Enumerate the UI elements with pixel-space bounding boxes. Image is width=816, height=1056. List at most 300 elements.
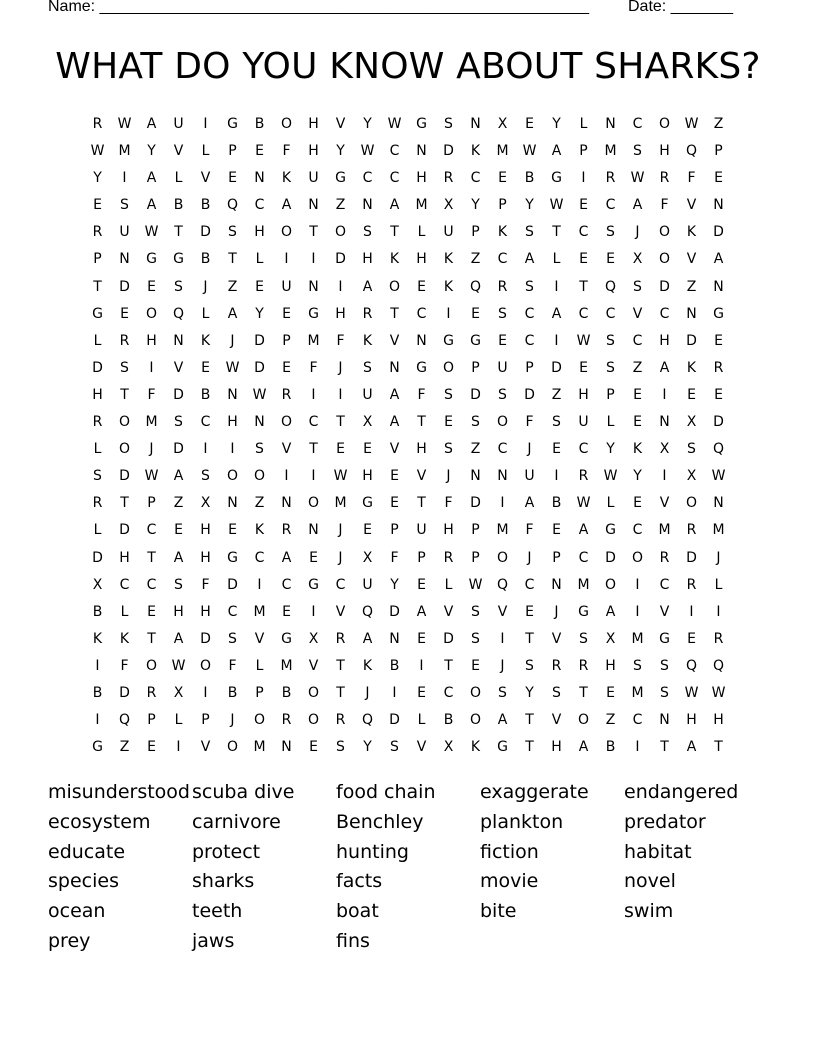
grid-letter: E [606,684,615,701]
grid-letter: E [174,522,183,539]
grid-letter: V [551,712,562,729]
grid-letter: I [311,251,316,268]
grid-letter: A [362,630,373,647]
grid-letter: E [147,739,156,756]
grid-letter: C [632,332,643,349]
grid-letter: J [554,603,559,620]
grid-letter: X [308,630,319,647]
grid-letter: H [362,251,373,268]
grid-letter: N [227,495,238,512]
word-bank-item: scuba dive [192,781,295,803]
grid-letter: E [282,359,291,376]
grid-letter: Q [469,278,482,295]
grid-letter: B [389,657,400,674]
grid-letter: N [281,495,292,512]
grid-letter: I [446,305,451,322]
grid-letter: W [117,116,132,132]
grid-letter: D [119,468,130,485]
grid-letter: L [444,576,453,593]
grid-letter: E [552,522,561,539]
grid-letter: H [659,332,670,349]
grid-letter: M [145,414,158,431]
grid-letter: B [524,170,535,187]
grid-letter: L [714,576,723,593]
grid-letter: S [228,630,237,647]
grid-letter: I [500,630,505,647]
grid-letter: R [92,495,103,512]
grid-letter: X [173,684,184,701]
grid-letter: G [713,305,724,322]
grid-letter: J [716,549,721,566]
grid-letter: C [200,414,211,431]
grid-letter: T [552,224,561,241]
word-bank-item: prey [48,929,91,952]
grid-letter: E [417,684,426,701]
grid-letter: E [633,414,642,431]
grid-letter: X [686,414,697,431]
grid-letter: E [147,603,156,620]
grid-letter: V [173,359,184,376]
grid-letter: P [579,143,588,160]
grid-letter: J [203,278,208,295]
grid-letter: R [578,657,589,674]
grid-letter: E [579,197,588,214]
grid-letter: P [552,549,561,566]
grid-letter: S [498,305,507,322]
grid-letter: J [635,224,640,241]
grid-letter: O [280,224,293,241]
grid-letter: H [713,712,724,729]
grid-letter: E [201,359,210,376]
grid-letter: N [659,712,670,729]
grid-letter: G [308,576,319,593]
page-title: WHAT DO YOU KNOW ABOUT SHARKS? [55,46,761,87]
grid-letter: V [200,739,211,756]
grid-letter: I [95,712,100,729]
grid-letter: R [443,549,454,566]
grid-letter: L [606,414,615,431]
grid-letter: J [338,549,343,566]
word-bank-item: movie [480,870,539,893]
grid-letter: S [633,143,642,160]
grid-letter: F [120,657,129,674]
grid-letter: T [309,224,318,241]
grid-letter: G [362,495,373,512]
grid-letter: E [390,495,399,512]
grid-letter: K [362,332,373,349]
grid-letter: N [659,414,670,431]
grid-letter: Y [471,197,480,214]
grid-letter: V [497,603,508,620]
grid-letter: N [605,116,616,132]
grid-letter: H [173,603,184,620]
word-bank-item: educate [48,840,126,863]
grid-letter: W [711,468,726,485]
grid-letter: L [93,332,102,349]
grid-letter: C [524,576,535,593]
grid-letter: W [468,576,483,593]
grid-letter: C [578,305,589,322]
grid-letter: J [446,468,451,485]
grid-letter: E [471,305,480,322]
grid-letter: X [362,549,373,566]
grid-letter: O [253,712,266,729]
grid-letter: Z [335,197,346,214]
grid-letter: E [120,305,129,322]
grid-letter: H [605,657,616,674]
grid-letter: M [496,522,509,539]
grid-letter: U [362,386,373,403]
grid-letter: R [551,657,562,674]
grid-letter: Q [361,712,374,729]
grid-letter: B [200,386,211,403]
grid-letter: A [551,143,562,160]
grid-letter: T [390,224,399,241]
grid-letter: G [227,116,238,132]
grid-letter: K [686,359,697,376]
grid-letter: Q [712,657,725,674]
grid-letter: O [307,684,320,701]
grid-letter: Y [336,143,345,160]
grid-letter: S [255,441,264,458]
grid-letter: I [635,603,640,620]
grid-letter: W [684,684,699,701]
grid-letter: A [659,359,670,376]
grid-letter: V [335,116,346,132]
grid-letter: E [714,386,723,403]
grid-letter: G [551,170,562,187]
grid-letter: H [443,522,454,539]
grid-letter: B [173,197,184,214]
grid-letter: N [686,305,697,322]
grid-letter: V [659,495,670,512]
grid-letter: R [92,224,103,241]
grid-letter: T [120,495,129,512]
grid-letter: I [311,603,316,620]
grid-letter: E [633,495,642,512]
grid-letter: R [335,630,346,647]
grid-letter: D [470,386,481,403]
grid-letter: Z [173,495,184,512]
grid-letter: J [230,332,235,349]
grid-letter: D [173,441,184,458]
grid-letter: B [254,116,265,132]
grid-letter: O [469,684,482,701]
grid-letter: F [525,414,534,431]
grid-letter: S [525,278,534,295]
word-bank-item: hunting [336,840,409,863]
grid-letter: K [470,739,481,756]
grid-letter: N [254,170,265,187]
grid-letter: S [336,739,345,756]
grid-letter: H [308,143,319,160]
grid-letter: H [659,143,670,160]
grid-letter: V [443,603,454,620]
grid-letter: G [443,332,454,349]
grid-letter: N [551,576,562,593]
grid-letter: I [554,332,559,349]
grid-letter: Y [363,739,372,756]
grid-letter: D [470,495,481,512]
grid-letter: T [579,684,588,701]
grid-letter: O [658,116,671,132]
grid-letter: N [308,522,319,539]
grid-letter: I [257,576,262,593]
grid-letter: R [713,359,724,376]
grid-letter: R [281,522,292,539]
grid-letter: X [659,441,670,458]
grid-letter: F [201,576,210,593]
grid-letter: G [92,739,103,756]
grid-letter: A [578,522,589,539]
grid-letter: N [416,332,427,349]
grid-letter: D [686,549,697,566]
grid-letter: G [659,630,670,647]
grid-letter: E [417,630,426,647]
grid-letter: V [389,441,400,458]
grid-letter: T [579,278,588,295]
grid-letter: K [443,251,454,268]
grid-letter: E [228,522,237,539]
grid-letter: K [470,143,481,160]
grid-letter: K [200,332,211,349]
grid-letter: H [551,739,562,756]
grid-letter: O [388,278,401,295]
grid-letter: U [119,224,130,241]
grid-letter: W [576,495,591,512]
grid-letter: T [525,739,534,756]
grid-letter: M [280,657,293,674]
grid-letter: K [632,441,643,458]
grid-letter: E [525,603,534,620]
grid-letter: W [171,657,186,674]
grid-letter: V [335,603,346,620]
grid-letter: B [92,603,103,620]
grid-letter: Z [632,359,643,376]
grid-letter: T [147,549,156,566]
grid-letter: X [497,116,508,132]
grid-letter: X [443,739,454,756]
grid-letter: Y [633,468,642,485]
grid-letter: Y [147,143,156,160]
grid-letter: G [416,359,427,376]
grid-letter: D [443,143,454,160]
grid-letter: R [686,522,697,539]
grid-letter: A [551,305,562,322]
grid-letter: E [498,170,507,187]
grid-letter: E [552,441,561,458]
grid-letter: V [173,143,184,160]
grid-letter: O [199,657,212,674]
grid-letter: H [146,332,157,349]
grid-letter: L [255,251,264,268]
grid-letter: H [200,549,211,566]
grid-letter: R [443,170,454,187]
grid-letter: E [255,278,264,295]
grid-letter: P [525,359,534,376]
grid-letter: E [579,359,588,376]
grid-letter: C [443,684,454,701]
grid-letter: T [228,251,237,268]
grid-letter: B [227,684,238,701]
grid-letter: E [444,414,453,431]
grid-letter: M [604,143,617,160]
grid-letter: X [92,576,103,593]
grid-letter: R [119,332,130,349]
grid-letter: M [415,197,428,214]
grid-letter: N [362,197,373,214]
grid-letter: K [362,657,373,674]
grid-letter: K [443,278,454,295]
grid-letter: S [525,224,534,241]
grid-letter: C [470,170,481,187]
grid-letter: C [632,712,643,729]
grid-letter: U [308,170,319,187]
grid-letter: D [335,251,346,268]
grid-letter: F [228,657,237,674]
grid-letter: S [606,332,615,349]
grid-letter: G [146,251,157,268]
grid-letter: A [146,116,157,132]
word-bank-item: Benchley [336,810,424,833]
grid-letter: T [525,712,534,729]
grid-letter: J [527,441,532,458]
grid-letter: Q [604,278,617,295]
grid-letter: O [118,414,131,431]
grid-letter: A [281,197,292,214]
grid-letter: C [227,603,238,620]
grid-letter: S [93,468,102,485]
grid-letter: O [658,224,671,241]
grid-letter: P [417,549,426,566]
grid-letter: N [227,386,238,403]
grid-letter: T [417,495,426,512]
grid-letter: S [120,197,129,214]
grid-letter: H [335,305,346,322]
grid-letter: S [633,278,642,295]
grid-letter: S [687,441,696,458]
grid-letter: A [173,630,184,647]
grid-letter: H [578,386,589,403]
grid-letter: R [281,712,292,729]
word-bank-item: food chain [336,781,436,803]
grid-letter: S [660,657,669,674]
grid-letter: R [92,414,103,431]
grid-letter: U [281,278,292,295]
grid-letter: G [578,603,589,620]
grid-letter: R [146,684,157,701]
grid-letter: R [362,305,373,322]
grid-letter: P [471,359,480,376]
grid-letter: T [336,414,345,431]
grid-letter: I [284,251,289,268]
grid-letter: N [497,468,508,485]
grid-letter: T [120,386,129,403]
grid-letter: P [201,712,210,729]
grid-letter: D [173,386,184,403]
grid-letter: G [335,170,346,187]
grid-letter: Y [363,116,372,132]
grid-letter: F [687,170,696,187]
grid-letter: S [363,224,372,241]
grid-letter: H [254,224,265,241]
grid-letter: O [334,224,347,241]
grid-letter: J [338,522,343,539]
grid-letter: Q [361,603,374,620]
grid-letter: O [631,549,644,566]
grid-letter: W [225,359,240,376]
grid-letter: X [362,414,373,431]
grid-letter: D [551,359,562,376]
grid-letter: E [336,441,345,458]
grid-letter: V [686,197,697,214]
word-bank-item: facts [336,870,383,893]
grid-letter: V [308,657,319,674]
grid-letter: W [144,468,159,485]
grid-letter: O [685,495,698,512]
grid-letter: W [549,197,564,214]
grid-letter: H [119,549,130,566]
grid-letter: A [389,386,400,403]
word-bank-item: fiction [480,840,539,863]
grid-letter: N [470,468,481,485]
grid-letter: N [713,278,724,295]
grid-letter: W [360,143,375,160]
grid-letter: Y [93,170,102,187]
grid-letter: Z [551,386,562,403]
grid-letter: U [497,359,508,376]
grid-letter: N [470,116,481,132]
grid-letter: R [335,712,346,729]
grid-letter: D [200,224,211,241]
grid-letter: G [497,739,508,756]
word-bank-item: sharks [192,870,255,893]
grid-letter: V [389,332,400,349]
grid-letter: W [603,468,618,485]
grid-letter: L [417,224,426,241]
grid-letter: V [416,468,427,485]
grid-letter: S [444,386,453,403]
grid-letter: A [524,251,535,268]
grid-letter: N [281,739,292,756]
grid-letter: G [470,332,481,349]
grid-letter: D [254,359,265,376]
grid-letter: X [632,251,643,268]
grid-letter: X [200,495,211,512]
grid-letter: R [659,170,670,187]
grid-letter: C [254,549,265,566]
grid-letter: I [662,386,667,403]
grid-letter: B [92,684,103,701]
grid-letter: B [200,251,211,268]
grid-letter: S [444,441,453,458]
grid-letter: S [579,630,588,647]
grid-letter: I [392,684,397,701]
grid-letter: F [417,386,426,403]
grid-letter: L [579,116,588,132]
grid-letter: P [255,684,264,701]
grid-letter: A [389,197,400,214]
grid-letter: W [90,143,105,160]
grid-letter: L [201,305,210,322]
grid-letter: C [335,576,346,593]
grid-letter: G [173,251,184,268]
grid-letter: R [92,116,103,132]
grid-letter: A [713,251,724,268]
word-bank-item: bite [480,900,517,923]
grid-letter: U [173,116,184,132]
grid-letter: W [576,332,591,349]
